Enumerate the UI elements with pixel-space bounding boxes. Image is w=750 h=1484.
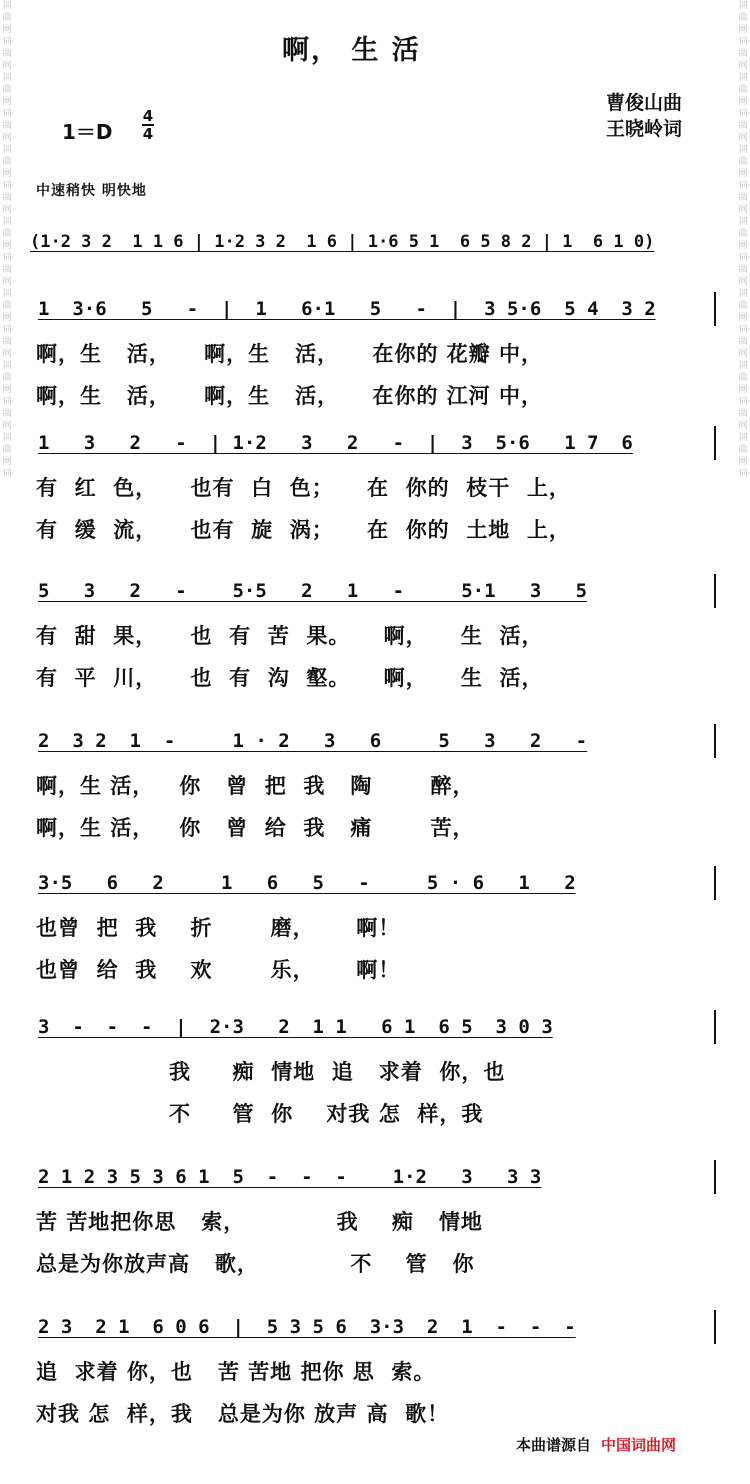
watermark-char: 网 <box>2 25 12 35</box>
left-watermark-strip <box>0 0 14 1484</box>
lyric-line-verse1: 苦 苦地把你思 索， 我 痴 情地 <box>36 1209 483 1234</box>
song-title: 啊， 生 活 <box>282 35 421 66</box>
time-signature-bottom: 4 <box>142 125 154 143</box>
lyric-line-verse2: 总是为你放声高 歌， 不 管 你 <box>36 1251 475 1276</box>
end-barline <box>714 1310 716 1344</box>
lyric-line-verse2: 有 缓 流， 也有 旋 涡； 在 你的 土地 上， <box>36 517 571 542</box>
lyric-line-verse1: 有 甜 果， 也 有 苦 果。 啊， 生 活， <box>36 623 544 648</box>
watermark-char: 词 <box>738 361 748 371</box>
watermark-char: 词 <box>738 325 748 335</box>
watermark-char: 网 <box>738 457 748 467</box>
notation-line: 2 3 2 1 6 0 6 | 5 3 5 6 3·3 2 1 - - - <box>38 1316 576 1338</box>
watermark-char: 网 <box>738 97 748 107</box>
watermark-char: 曲 <box>2 373 12 383</box>
watermark-char: 网 <box>738 25 748 35</box>
lyric-line-verse2: 啊，生 活， 你 曾 给 我 痛 苦， <box>36 815 475 840</box>
watermark-char: 曲 <box>2 337 12 347</box>
end-barline <box>714 574 716 608</box>
notation-line: 2 1 2 3 5 3 6 1 5 - - - 1·2 3 3 3 <box>38 1166 542 1188</box>
watermark-char: 曲 <box>2 301 12 311</box>
watermark-char: 网 <box>2 457 12 467</box>
watermark-char: 网 <box>738 241 748 251</box>
watermark-char: 词 <box>2 253 12 263</box>
watermark-char: 词 <box>2 433 12 443</box>
watermark-char: 曲 <box>738 229 748 239</box>
watermark-char: 网 <box>2 205 12 215</box>
time-signature <box>142 108 154 142</box>
watermark-char: 网 <box>738 277 748 287</box>
lyricist-credit: 王晓岭词 <box>606 118 683 140</box>
watermark-char: 网 <box>738 205 748 215</box>
lyric-line-verse1: 啊，生 活， 你 曾 把 我 陶 醉， <box>36 773 475 798</box>
watermark-char: 网 <box>738 169 748 179</box>
watermark-char: 曲 <box>738 337 748 347</box>
watermark-char: 网 <box>738 349 748 359</box>
watermark-char: 词 <box>2 73 12 83</box>
lyric-line-verse1: 有 红 色， 也有 白 色； 在 你的 枝干 上， <box>36 475 571 500</box>
watermark-char: 网 <box>2 241 12 251</box>
end-barline <box>714 866 716 900</box>
lyric-line-verse1: 我 痴 情地 追 求着 你，也 <box>36 1059 506 1084</box>
end-barline <box>714 426 716 460</box>
notation-line: 5 3 2 - 5·5 2 1 - 5·1 3 5 <box>38 580 588 602</box>
watermark-char: 词 <box>2 109 12 119</box>
watermark-char: 网 <box>738 385 748 395</box>
watermark-char: 词 <box>2 37 12 47</box>
watermark-char: 词 <box>738 253 748 263</box>
end-barline <box>714 1010 716 1044</box>
notation-line: 3·5 6 2 1 6 5 - 5 · 6 1 2 <box>38 872 576 894</box>
watermark-char: 网 <box>2 133 12 143</box>
watermark-char: 曲 <box>738 373 748 383</box>
watermark-char: 词 <box>2 469 12 479</box>
watermark-char: 曲 <box>738 409 748 419</box>
prelude-notes: (1·2 3 2 1 1 6 | 1·2 3 2 1 6 | 1·6 5 1 6 5 8 2 | 1 6 1 0) <box>30 232 655 252</box>
watermark-char: 曲 <box>738 301 748 311</box>
source-credit <box>516 1434 676 1455</box>
lyric-line-verse2: 对我 怎 样，我 总是为你 放声 高 歌！ <box>36 1401 450 1426</box>
watermark-char: 词 <box>2 325 12 335</box>
watermark-char: 曲 <box>2 13 12 23</box>
watermark-char: 网 <box>738 61 748 71</box>
watermark-char: 网 <box>2 349 12 359</box>
lyric-line-verse2: 不 管 你 对我 怎 样，我 <box>36 1101 484 1126</box>
watermark-char: 曲 <box>2 409 12 419</box>
end-barline <box>714 724 716 758</box>
watermark-char: 词 <box>2 1 12 11</box>
watermark-char: 词 <box>738 37 748 47</box>
watermark-char: 曲 <box>2 49 12 59</box>
watermark-char: 词 <box>738 73 748 83</box>
watermark-char: 网 <box>2 61 12 71</box>
watermark-char: 词 <box>2 145 12 155</box>
watermark-char: 曲 <box>2 229 12 239</box>
lyric-line-verse1: 啊，生 活， 啊，生 活， 在你的 花瓣 中， <box>36 341 543 366</box>
watermark-char: 网 <box>2 277 12 287</box>
watermark-char: 网 <box>738 313 748 323</box>
lyric-line-verse1: 也曾 把 我 折 磨， 啊！ <box>36 915 401 940</box>
watermark-char: 词 <box>738 181 748 191</box>
watermark-char: 网 <box>738 421 748 431</box>
watermark-char: 曲 <box>2 265 12 275</box>
tempo-marking: 中速稍快 明快地 <box>36 183 147 199</box>
key-signature: 1＝D <box>62 120 113 144</box>
watermark-char: 曲 <box>738 13 748 23</box>
notation-line: 1 3 2 - | 1·2 3 2 - | 3 5·6 1 7 6 <box>38 432 633 454</box>
notation-line: 2 3 2 1 - 1 · 2 3 6 5 3 2 - <box>38 730 588 752</box>
right-watermark-strip <box>736 0 750 1484</box>
end-barline <box>714 292 716 326</box>
score-sheet <box>26 0 726 1484</box>
watermark-char: 网 <box>2 421 12 431</box>
end-barline <box>714 1160 716 1194</box>
watermark-char: 词 <box>738 1 748 11</box>
watermark-char: 曲 <box>2 445 12 455</box>
watermark-char: 网 <box>2 169 12 179</box>
composer-credit: 曹俊山曲 <box>606 92 683 114</box>
watermark-char: 词 <box>738 109 748 119</box>
watermark-char: 词 <box>2 217 12 227</box>
watermark-char: 词 <box>738 289 748 299</box>
source-site-link[interactable]: 中国词曲网 <box>601 1436 677 1454</box>
lyric-line-verse1: 追 求着 你，也 苦 苦地 把你 思 索。 <box>36 1359 436 1384</box>
notation-line: 3 - - - | 2·3 2 1 1 6 1 6 5 3 0 3 <box>38 1016 553 1038</box>
watermark-char: 曲 <box>738 121 748 131</box>
watermark-char: 词 <box>738 217 748 227</box>
watermark-char: 曲 <box>738 49 748 59</box>
watermark-char: 网 <box>2 385 12 395</box>
watermark-char: 词 <box>2 397 12 407</box>
watermark-char: 曲 <box>2 193 12 203</box>
watermark-char: 词 <box>738 145 748 155</box>
watermark-char: 词 <box>2 361 12 371</box>
watermark-char: 词 <box>738 433 748 443</box>
watermark-char: 曲 <box>738 265 748 275</box>
watermark-char: 曲 <box>2 157 12 167</box>
lyric-line-verse2: 也曾 给 我 欢 乐， 啊！ <box>36 957 401 982</box>
watermark-char: 网 <box>738 133 748 143</box>
watermark-char: 网 <box>2 313 12 323</box>
watermark-char: 词 <box>2 289 12 299</box>
lyric-line-verse2: 有 平 川， 也 有 沟 壑。 啊， 生 活， <box>36 665 544 690</box>
watermark-char: 曲 <box>2 85 12 95</box>
notation-line: 1 3·6 5 - | 1 6·1 5 - | 3 5·6 5 4 3 2 <box>38 298 656 320</box>
watermark-char: 词 <box>738 397 748 407</box>
lyric-line-verse2: 啊，生 活， 啊，生 活， 在你的 江河 中， <box>36 383 543 408</box>
watermark-char: 词 <box>2 181 12 191</box>
watermark-char: 曲 <box>738 445 748 455</box>
watermark-char: 曲 <box>738 157 748 167</box>
time-signature-top: 4 <box>142 107 154 125</box>
watermark-char: 曲 <box>738 193 748 203</box>
watermark-char: 曲 <box>2 121 12 131</box>
watermark-char: 词 <box>738 469 748 479</box>
source-label: 本曲谱源自 <box>516 1436 592 1454</box>
watermark-char: 曲 <box>738 85 748 95</box>
watermark-char: 网 <box>2 97 12 107</box>
